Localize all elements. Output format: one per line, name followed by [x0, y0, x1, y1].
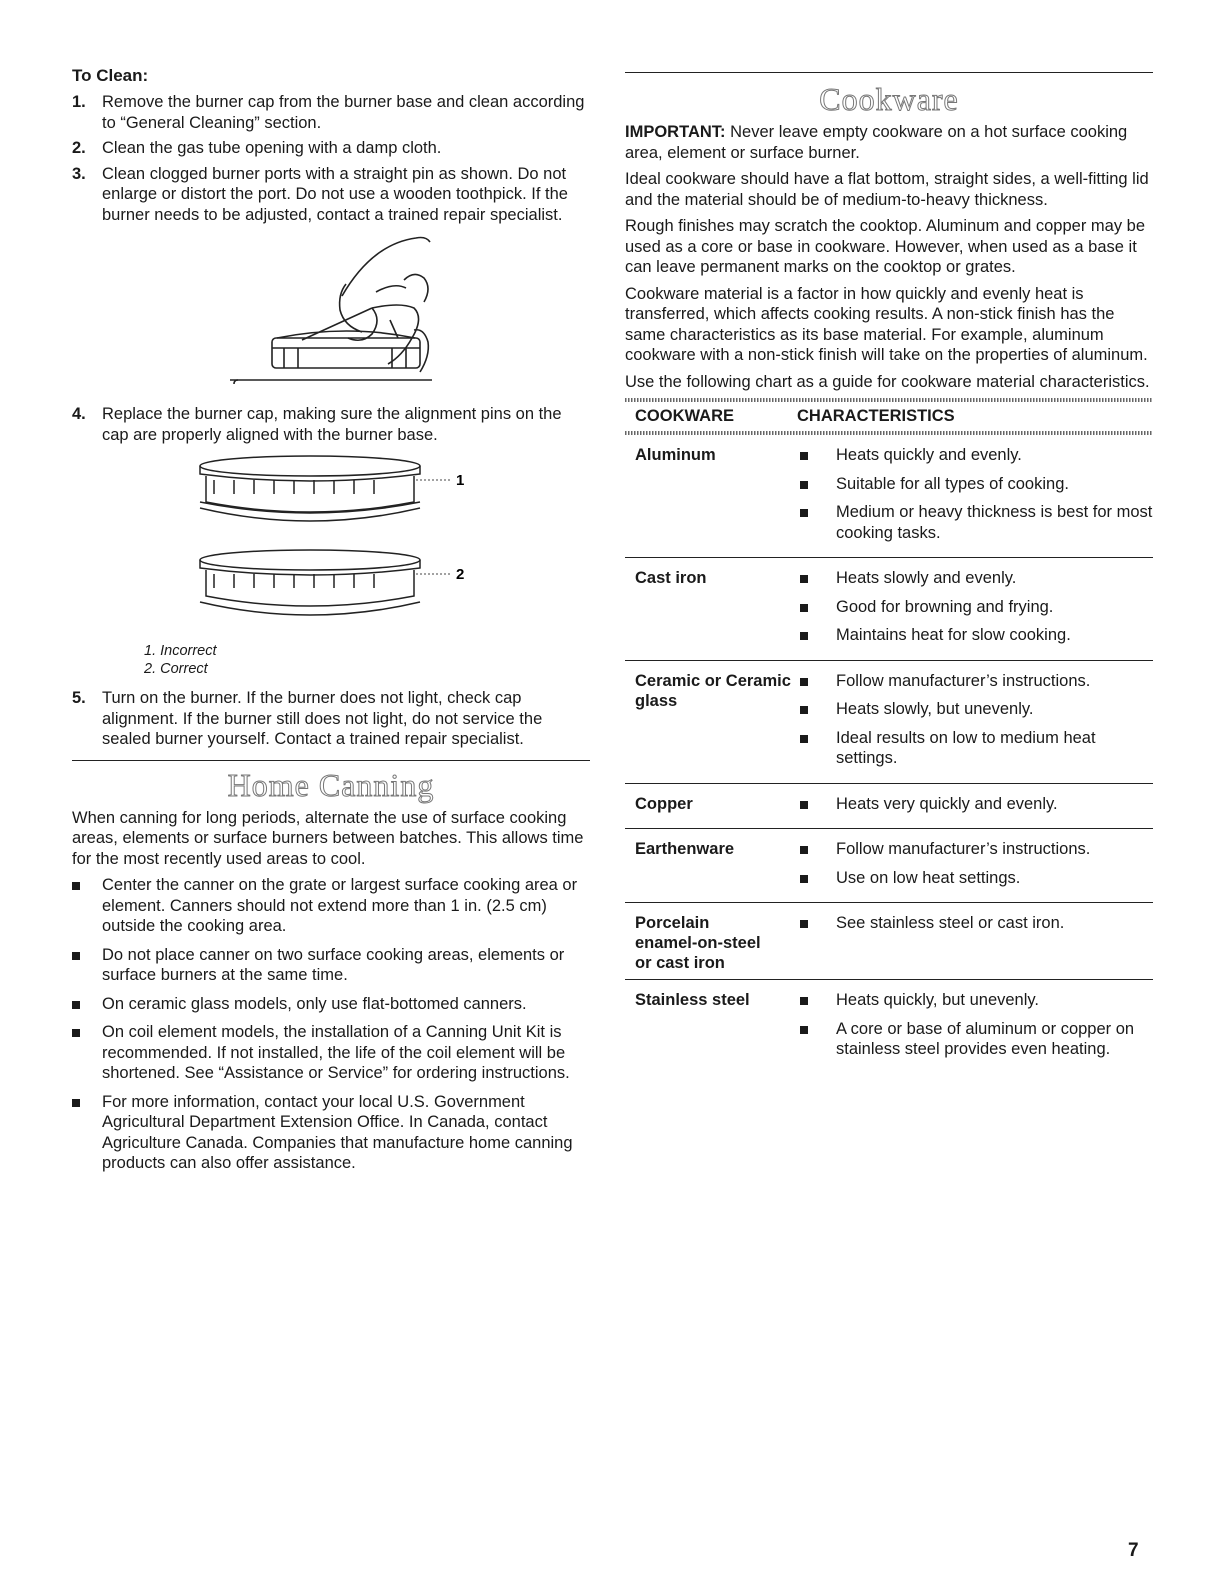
step-text: Turn on the burner. If the burner does not light, check cap alignment. If the burner still does not light, do not service the sealed burner yourself. Contact a trained repair specialist. [102, 689, 543, 748]
cookware-paragraph: Use the following chart as a guide for cookware material characteristics. [625, 372, 1150, 391]
header-cookware: COOKWARE [635, 407, 734, 425]
table-row [625, 903, 1153, 980]
characteristic-item [797, 445, 1153, 466]
bullet-square-icon [800, 801, 808, 809]
bullet-square-icon [72, 952, 80, 960]
bullet-square-icon [72, 1001, 80, 1009]
step-number: 2. [72, 139, 86, 157]
characteristic-text: A core or base of aluminum or copper on stainless steel provides even heating. [836, 1019, 1135, 1058]
material-name: Copper [635, 794, 693, 813]
table-row [625, 435, 1153, 558]
to-clean-heading: To Clean: [72, 66, 149, 85]
canning-bullets [72, 875, 590, 1174]
canning-intro: When canning for long periods, alternate the use of surface cooking areas, elements or surface burners between batches. This allows time for the most recently used areas to cool. [72, 808, 584, 868]
bullet-square-icon [800, 678, 808, 686]
characteristic-item [797, 568, 1153, 589]
cleaning-steps [72, 92, 590, 225]
bullet-item [72, 945, 590, 986]
cleaning-steps-cont [72, 404, 590, 445]
characteristic-text: Ideal results on low to medium heat settings. [836, 728, 1096, 767]
characteristic-item [797, 868, 1153, 889]
bullet-square-icon [800, 452, 808, 460]
bullet-square-icon [800, 481, 808, 489]
table-row [625, 661, 1153, 784]
cookware-paragraph: Ideal cookware should have a flat bottom, straight sides, a well-fitting lid and the material should be of medium-to-heavy thickness. [625, 170, 1149, 209]
table-header [625, 402, 1153, 431]
step-text: Replace the burner cap, making sure the alignment pins on the cap are properly aligned with the burner base. [102, 405, 562, 444]
bullet-square-icon [800, 706, 808, 714]
callout-2: 2 [456, 566, 465, 583]
characteristic-item [797, 794, 1153, 815]
material-name: Earthenware [635, 840, 735, 858]
left-column [72, 66, 590, 1182]
cap-alignment-illustration [72, 450, 590, 636]
step-text: Remove the burner cap from the burner base and clean according to “General Cleaning” section. [102, 93, 585, 132]
characteristic-item [797, 839, 1153, 860]
bullet-square-icon [72, 882, 80, 890]
cleaning-steps-cont [72, 688, 590, 750]
bullet-square-icon [800, 509, 808, 517]
step-item [72, 164, 590, 226]
callout-1: 1 [456, 472, 465, 489]
page-number: 7 [1128, 1540, 1139, 1561]
bullet-square-icon [800, 632, 808, 640]
bullet-item [72, 875, 590, 937]
bullet-item [72, 1092, 590, 1174]
bullet-text: Do not place canner on two surface cooking areas, elements or surface burners at the same time. [102, 945, 565, 984]
important-note [625, 122, 1153, 163]
characteristic-item [797, 474, 1153, 495]
legend-item: 2. Correct [144, 661, 208, 677]
characteristic-item [797, 728, 1153, 769]
step-number: 3. [72, 164, 86, 183]
material-name: Stainless steel [635, 991, 750, 1009]
bullet-square-icon [72, 1029, 80, 1037]
legend-item: 1. Incorrect [144, 643, 217, 659]
step-item [72, 688, 590, 750]
characteristic-text: Heats quickly, but unevenly. [836, 991, 1039, 1009]
important-label: IMPORTANT: [625, 123, 726, 141]
important-text: Never leave empty cookware on a hot surface cooking area, element or surface burner. [625, 123, 1128, 162]
characteristic-text: Heats very quickly and evenly. [836, 794, 1058, 813]
bullet-square-icon [800, 846, 808, 854]
step-item [72, 404, 590, 445]
step-number: 4. [72, 405, 86, 423]
cookware-title: Cookware [819, 81, 959, 117]
characteristic-text: Heats slowly and evenly. [836, 569, 1017, 587]
characteristic-text: Use on low heat settings. [836, 868, 1021, 887]
characteristic-text: Medium or heavy thickness is best for most cooking tasks. [836, 503, 1153, 542]
material-name: Ceramic or Ceramic glass [635, 671, 791, 710]
bullet-square-icon [800, 1026, 808, 1034]
characteristic-text: Heats slowly, but unevenly. [836, 700, 1034, 718]
figure-legend [144, 642, 590, 678]
table-row [625, 558, 1153, 661]
step-text: Clean clogged burner ports with a straight pin as shown. Do not enlarge or distort the port. Do not use a wooden toothpick. If the burner needs to be adjusted, contact a trained repair specialist. [102, 164, 568, 224]
bullet-text: Center the canner on the grate or largest surface cooking area or element. Canners should not extend more than 1 in. (2.5 cm) outside the cooking area. [102, 876, 578, 935]
step-item [72, 138, 590, 159]
characteristic-item [797, 1019, 1153, 1060]
characteristic-text: Suitable for all types of cooking. [836, 474, 1069, 493]
characteristic-item [797, 597, 1153, 618]
cookware-table [625, 398, 1153, 1074]
characteristic-text: Heats quickly and evenly. [836, 446, 1022, 464]
characteristic-text: Follow manufacturer’s instructions. [836, 840, 1091, 858]
home-canning-title: Home Canning [227, 766, 435, 803]
bullet-text: On coil element models, the installation of a Canning Unit Kit is recommended. If not installed, the life of the coil element will be shortened. See “Assistance or Service” for ordering instructions. [102, 1023, 570, 1082]
bullet-text: On ceramic glass models, only use flat-bottomed canners. [102, 994, 527, 1013]
material-name: Porcelain enamel-on-steel or cast iron [635, 914, 761, 972]
table-row [625, 784, 1153, 830]
material-name: Aluminum [635, 446, 716, 464]
step-number: 5. [72, 689, 86, 707]
characteristic-item [797, 625, 1153, 646]
characteristic-item [797, 913, 1153, 934]
section-divider [72, 760, 590, 761]
characteristic-text: Maintains heat for slow cooking. [836, 626, 1071, 644]
header-characteristics: CHARACTERISTICS [797, 407, 955, 425]
characteristic-text: Follow manufacturer’s instructions. [836, 671, 1091, 690]
step-text: Clean the gas tube opening with a damp cloth. [102, 139, 442, 157]
characteristic-item [797, 671, 1153, 692]
bullet-square-icon [800, 875, 808, 883]
bullet-square-icon [800, 920, 808, 928]
characteristic-item [797, 990, 1153, 1011]
table-row [625, 829, 1153, 903]
characteristic-text: Good for browning and frying. [836, 597, 1054, 616]
step-number: 1. [72, 93, 86, 111]
bullet-text: For more information, contact your local U.S. Government Agricultural Department Extension Office. In Canada, contact Agriculture Canada. Companies that manufacture home canning products can also offer assistance. [102, 1092, 573, 1172]
burner-cleaning-illustration [72, 230, 590, 398]
bullet-item [72, 1022, 590, 1084]
bullet-square-icon [800, 575, 808, 583]
table-row [625, 980, 1153, 1074]
section-divider [625, 72, 1153, 73]
characteristic-text: See stainless steel or cast iron. [836, 914, 1065, 932]
bullet-item [72, 994, 590, 1015]
right-column [625, 72, 1153, 1074]
material-name: Cast iron [635, 569, 707, 587]
bullet-square-icon [800, 997, 808, 1005]
bullet-square-icon [72, 1099, 80, 1107]
characteristic-item [797, 699, 1153, 720]
characteristic-item [797, 502, 1153, 543]
cookware-paragraph: Rough finishes may scratch the cooktop. Aluminum and copper may be used as a core or base in cookware. However, when used as a base it can leave permanent marks on the cooktop or grates. [625, 217, 1146, 276]
bullet-square-icon [800, 735, 808, 743]
cookware-paragraph: Cookware material is a factor in how quickly and evenly heat is transferred, which affects cooking results. A non-stick finish has the same characteristics as its base material. For example, aluminum cookware with a non-stick finish will take on the properties of aluminum. [625, 284, 1148, 364]
bullet-square-icon [800, 604, 808, 612]
step-item [72, 92, 590, 133]
